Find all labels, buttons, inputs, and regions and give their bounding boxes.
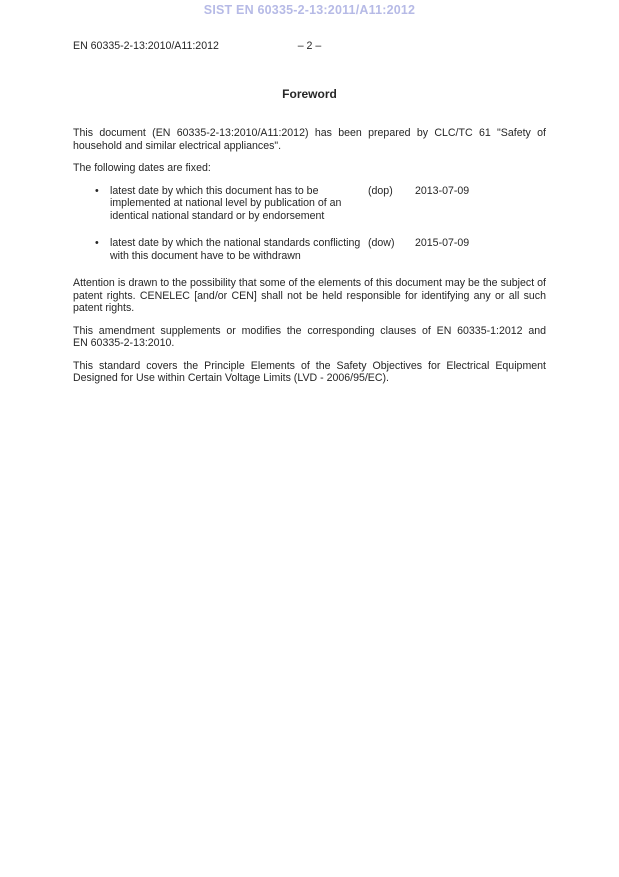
watermark-header: SIST EN 60335-2-13:2011/A11:2012 <box>203 3 416 17</box>
list-item-dop <box>73 185 546 223</box>
paragraph-prepared-by: This document (EN 60335-2-13:2010/A11:2012) has been prepared by CLC/TC 61 "Safety of household and similar electrical appliances". <box>73 127 546 152</box>
date-abbreviation: (dow) <box>368 237 395 249</box>
date-description: latest date by which this document has to be implemented at national level by publication of an identical national standard or by endorsement <box>110 184 342 222</box>
paragraph-patent-rights: Attention is drawn to the possibility that some of the elements of this document may be the subject of patent rights. CENELEC [and/or CEN] shall not be held responsible for identifying any or all such patent rights. <box>73 277 546 314</box>
paragraph-amendment: This amendment supplements or modifies the corresponding clauses of EN 60335-1:2012 and EN 60335-2-13:2010. <box>73 324 546 349</box>
date-description: latest date by which the national standards conflicting with this document have to be withdrawn <box>110 237 361 262</box>
bullet-icon: • <box>95 237 99 249</box>
date-value: 2015-07-09 <box>415 237 470 249</box>
date-value: 2013-07-09 <box>415 184 470 197</box>
foreword-section <box>73 87 546 395</box>
list-item-dow <box>73 237 546 262</box>
running-header <box>73 40 546 53</box>
paragraph-dates-intro: The following dates are fixed: <box>73 162 211 174</box>
page-number: – 2 – <box>297 40 322 52</box>
paragraph-lvd-coverage: This standard covers the Principle Elements of the Safety Objectives for Electrical Equipment Designed for Use within Certain Voltage Limits (LVD - 2006/95/EC). <box>73 359 546 384</box>
section-title: Foreword <box>282 87 337 101</box>
date-abbreviation: (dop) <box>368 184 393 197</box>
document-reference: EN 60335-2-13:2010/A11:2012 <box>73 40 219 52</box>
bullet-icon: • <box>95 184 99 197</box>
fixed-dates-list <box>73 185 546 263</box>
